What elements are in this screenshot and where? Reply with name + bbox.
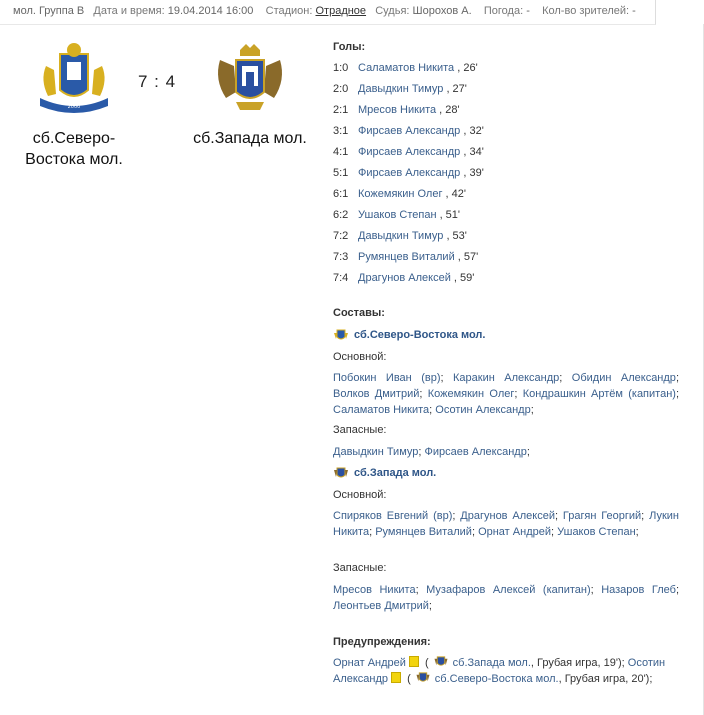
separator: ; xyxy=(514,388,518,400)
goals-heading: Голы: xyxy=(333,41,366,53)
goal-minute: , 51' xyxy=(436,209,461,221)
player-link[interactable]: Саламатов Никита xyxy=(333,404,430,416)
referee-value: Шорохов А. xyxy=(412,5,472,17)
separator: ; xyxy=(429,404,433,416)
separator: ; xyxy=(530,404,534,416)
player-link[interactable]: Орнат Андрей xyxy=(478,526,551,538)
separator: ; xyxy=(675,584,679,596)
home-main-roster xyxy=(333,370,679,418)
away-lineup-team[interactable] xyxy=(333,466,436,480)
group-label: мол. Группа В xyxy=(13,5,85,17)
home-team-name-line2: Востока мол. xyxy=(25,151,123,168)
goal-minute: , 28' xyxy=(436,104,460,116)
player-link[interactable]: Спиряков Евгений (вр) xyxy=(333,510,453,522)
away-main-roster xyxy=(333,508,679,540)
goal-score: 7:3 xyxy=(333,251,349,263)
separator: ; xyxy=(559,372,563,384)
goal-score: 7:2 xyxy=(333,230,349,242)
goal-row xyxy=(333,272,474,284)
player-link[interactable]: Леонтьев Дмитрий xyxy=(333,600,429,612)
player-link[interactable]: Каракин Александр xyxy=(453,372,560,384)
player-link[interactable]: Румянцев Виталий xyxy=(375,526,472,538)
player-link[interactable]: Давыдкин Тимур xyxy=(333,446,419,458)
player-link[interactable]: Побокин Иван (вр) xyxy=(333,372,441,384)
player-link[interactable]: Драгунов Алексей xyxy=(460,510,555,522)
spectators-value: - xyxy=(632,5,636,17)
warned-team-link[interactable]: сб.Северо-Востока мол. xyxy=(434,673,559,685)
warning-reason: , Грубая игра, 19' xyxy=(530,657,618,669)
goal-minute: , 53' xyxy=(443,230,467,242)
referee-label: Судья: xyxy=(375,5,410,17)
yellow-card-icon xyxy=(391,672,401,683)
away-team-mini-crest-icon xyxy=(333,466,349,480)
goal-minute: , 57' xyxy=(454,251,479,263)
goal-score: 1:0 xyxy=(333,62,349,74)
separator: ; xyxy=(471,526,475,538)
separator: ; xyxy=(551,526,555,538)
separator: ; xyxy=(415,584,419,596)
goal-score: 7:4 xyxy=(333,272,349,284)
datetime-label: Дата и время: xyxy=(93,5,165,17)
warned-team-link[interactable]: сб.Запада мол. xyxy=(452,657,531,669)
goal-row xyxy=(333,167,484,179)
goal-scorer-link[interactable]: Драгунов Алексей xyxy=(358,272,451,284)
spectators-label: Кол-во зрителей: xyxy=(542,5,630,17)
goal-row xyxy=(333,83,467,95)
separator: ; xyxy=(452,510,456,522)
goal-scorer-link[interactable]: Саламатов Никита xyxy=(358,62,455,74)
player-link[interactable]: Фирсаев Александр xyxy=(424,446,527,458)
goal-scorer-link[interactable]: Румянцев Виталий xyxy=(358,251,455,263)
goal-row xyxy=(333,209,460,221)
away-subs-label: Запасные: xyxy=(333,562,387,574)
match-info-bar xyxy=(0,0,656,25)
goal-row xyxy=(333,125,484,137)
player-link[interactable]: Кондрашкин Артём (капитан) xyxy=(522,388,676,400)
stadium-label: Стадион: xyxy=(265,5,313,17)
goal-score: 4:1 xyxy=(333,146,349,158)
goal-scorer-link[interactable]: Ушаков Степан xyxy=(358,209,437,221)
home-team-name-line1: сб.Северо- xyxy=(32,130,116,147)
goal-scorer-link[interactable]: Кожемякин Олег xyxy=(358,188,443,200)
goal-minute: , 32' xyxy=(460,125,484,137)
goal-minute: , 39' xyxy=(460,167,484,179)
separator: ; xyxy=(418,446,422,458)
goal-score: 3:1 xyxy=(333,125,349,137)
goal-row xyxy=(333,146,484,158)
goal-row xyxy=(333,188,466,200)
player-link[interactable]: Назаров Глеб xyxy=(601,584,676,596)
home-lineup-team-name: сб.Северо-Востока мол. xyxy=(354,329,486,341)
goal-row xyxy=(333,251,478,263)
player-link[interactable]: Обидин Александр xyxy=(571,372,676,384)
weather-label: Погода: xyxy=(483,5,524,17)
away-subs-roster xyxy=(333,582,679,614)
player-link[interactable]: Лукин Никита xyxy=(333,510,679,538)
svg-text:2000: 2000 xyxy=(67,104,81,110)
separator: ; xyxy=(419,388,423,400)
goal-minute: , 27' xyxy=(443,83,467,95)
away-main-label: Основной: xyxy=(333,489,387,501)
weather-value: - xyxy=(526,5,530,17)
separator: ; xyxy=(428,600,432,612)
home-subs-label: Запасные: xyxy=(333,424,387,436)
player-link[interactable]: Кожемякин Олег xyxy=(427,388,515,400)
away-team-name[interactable]: сб.Запада мол. xyxy=(193,130,307,147)
home-team-mini-crest-icon xyxy=(333,328,349,342)
goal-row xyxy=(333,104,460,116)
away-team-crest-icon[interactable] xyxy=(210,40,290,120)
home-main-label: Основной: xyxy=(333,351,387,363)
goal-scorer-link[interactable]: Давыдкин Тимур xyxy=(358,230,444,242)
separator: ; xyxy=(440,372,444,384)
yellow-card-icon xyxy=(409,656,419,667)
warning-tail: ); xyxy=(645,673,653,685)
home-team-name[interactable] xyxy=(18,128,130,170)
goal-scorer-link[interactable]: Мресов Никита xyxy=(358,104,437,116)
team-mini-crest-icon xyxy=(433,655,449,668)
separator: ; xyxy=(635,526,639,538)
warnings-heading: Предупреждения: xyxy=(333,636,431,648)
warnings-list: Орнат Андрей ( сб.Запада мол., Грубая игра, 19'); Осотин Александр ( сб.Северо-Востока мол., Грубая игра, 20'); xyxy=(333,657,666,685)
datetime-value: 19.04.2014 16:00 xyxy=(167,5,254,17)
goal-scorer-link[interactable]: Давыдкин Тимур xyxy=(358,83,444,95)
goal-scorer-link[interactable]: Фирсаев Александр xyxy=(358,167,461,179)
separator: ; xyxy=(369,526,373,538)
goal-score: 2:0 xyxy=(333,83,349,95)
player-link[interactable]: Осотин Александр xyxy=(435,404,531,416)
player-link[interactable]: Волков Дмитрий xyxy=(333,388,420,400)
goal-row xyxy=(333,230,467,242)
goal-minute: , 34' xyxy=(460,146,484,158)
away-lineup-team-name: сб.Запада мол. xyxy=(354,467,437,479)
separator: ; xyxy=(554,510,559,522)
warned-player-link[interactable]: Осотин Александр xyxy=(333,657,666,685)
team-mini-crest-icon xyxy=(415,671,431,684)
goal-scorer-link[interactable]: Фирсаев Александр xyxy=(358,125,461,137)
warning-reason: , Грубая игра, 20' xyxy=(558,673,646,685)
player-link[interactable]: Музафаров Алексей (капитан) xyxy=(426,584,591,596)
stadium-link[interactable]: Отрадное xyxy=(315,5,367,17)
separator: ; xyxy=(526,446,530,458)
separator: ; xyxy=(641,510,645,522)
separator: ; xyxy=(590,584,594,596)
warned-player-link[interactable]: Орнат Андрей xyxy=(333,657,406,669)
match-score: 7 : 4 xyxy=(138,72,177,91)
player-link[interactable]: Мресов Никита xyxy=(333,584,416,596)
goal-score: 2:1 xyxy=(333,104,349,116)
goal-score: 6:1 xyxy=(333,188,349,200)
goal-scorer-link[interactable]: Фирсаев Александр xyxy=(358,146,461,158)
home-subs-roster xyxy=(333,444,679,460)
lineups-heading: Составы: xyxy=(333,307,385,319)
goal-minute: , 42' xyxy=(442,188,466,200)
goal-score: 6:2 xyxy=(333,209,349,221)
player-link[interactable]: Ушаков Степан xyxy=(557,526,636,538)
separator: ; xyxy=(675,388,679,400)
home-lineup-team[interactable] xyxy=(333,328,485,342)
goal-minute: , 26' xyxy=(454,62,478,74)
separator: ; xyxy=(675,372,679,384)
home-team-crest-icon[interactable] xyxy=(34,40,114,120)
goal-minute: , 59' xyxy=(450,272,475,284)
goal-row xyxy=(333,62,478,74)
warning-tail: ); xyxy=(617,657,625,669)
goal-score: 5:1 xyxy=(333,167,349,179)
player-link[interactable]: Грагян Георгий xyxy=(562,510,642,522)
